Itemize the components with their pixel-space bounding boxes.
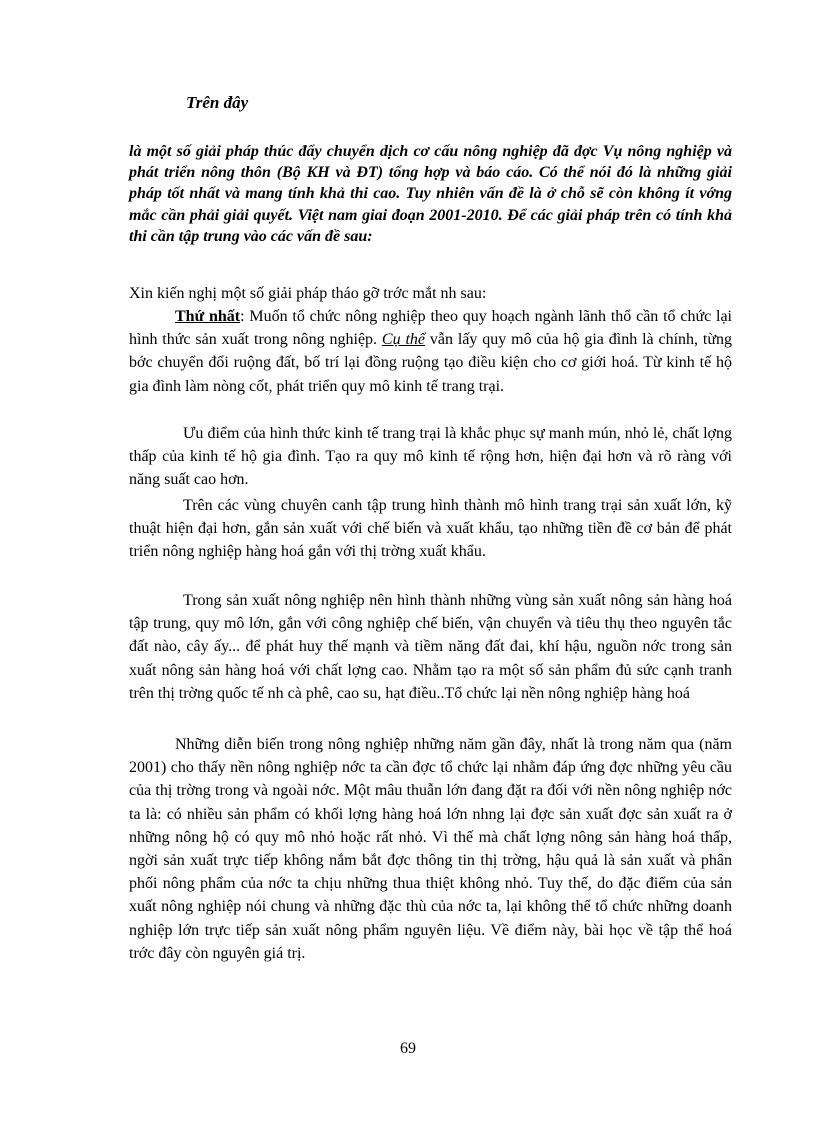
intro-paragraph: là một số giải pháp thúc đẩy chuyển dịch cơ cấu nông nghiệp đã đợc Vụ nông nghiệp và phát triển nông thôn (Bộ KH và ĐT) tổng hợp và báo cáo. Có thể nói đó là những giải pháp tốt nhất và mang tính khả thi cao. Tuy nhiên vấn đề là ở chỗ sẽ còn không ít vớng mắc cần phải giải quyết. Việt nam giai đoạn 2001-2010. Để các giải pháp trên có tính khả thi cần tập trung vào các vấn đề sau: [129,143,732,245]
section-heading: Trên đây [186,93,249,112]
first-emphasis: Cụ thể [381,331,426,349]
paragraph-first [129,305,732,398]
paragraph-specialized-zones: Trên các vùng chuyên canh tập trung hình thành mô hình trang trại sản xuất lớn, kỹ thuật hiện đại hơn, gắn sản xuất với chế biến và xuất khẩu, tạo những tiền đề cơ bản để phát triển nông nghiệp hàng hoá gắn với thị trờng xuất khẩu. [129,497,732,561]
lead-line: Xin kiến nghị một số giải pháp tháo gỡ trớc mắt nh sau: [129,285,487,302]
page-number: 69 [400,1040,416,1057]
first-text-a: : Muốn tổ chức nông nghiệp theo quy hoạch ngành lãnh thổ cần tổ chức lại hình thức sản xuất trong nông nghiệp. [129,308,733,349]
first-text-b: vẫn lấy quy mô của hộ gia đình là chính, từng bớc chuyển đổi ruộng đất, bố trí lại đồng ruộng tạo điều kiện cho cơ giới hoá. Từ kinh tế hộ gia đình làm nòng cốt, phát triển quy mô kinh tế trang trại. [129,331,733,395]
paragraph-advantages: Ưu điểm của hình thức kinh tế trang trại là khắc phục sự manh mún, nhỏ lẻ, chất lợng thấp của kinh tế hộ gia đình. Tạo ra quy mô kinh tế rộng hơn, hiện đại hơn và rõ ràng với năng suất cao hơn. [129,425,732,489]
paragraph-commodity-production: Trong sản xuất nông nghiệp nên hình thành những vùng sản xuất nông sản hàng hoá tập trung, quy mô lớn, gắn với công nghiệp chế biến, vận chuyển và tiêu thụ theo nguyên tắc đất nào, cây ấy... để phát huy thế mạnh và tiềm năng đất đai, khí hậu, nguồn nớc trong sản xuất nông sản hàng hoá với chất lợng cao. Nhằm tạo ra một số sản phẩm đủ sức cạnh tranh trên thị trờng quốc tế nh cà phê, cao su, hạt điều..Tổ chức lại nền nông nghiệp hàng hoá [129,592,732,702]
paragraph-recent-developments: Những diễn biến trong nông nghiệp những năm gần đây, nhất là trong năm qua (năm 2001) cho thấy nền nông nghiệp nớc ta cần đợc tổ chức lại nhằm đáp ứng đợc những yêu cầu của thị trờng trong và ngoài nớc. Một mâu thuẫn lớn đang đặt ra đối với nền nông nghiệp nớc ta là: có nhiều sản phẩm có khối lợng hàng hoá lớn nhng lại đợc sản xuất đợc sản xuất ra ở những nông hộ có quy mô nhỏ hoặc rất nhỏ. Vì thế mà chất lợng nông sản hàng hoá thấp, ngời sản xuất trực tiếp không nắm bắt đợc thông tin thị trờng, hậu quả là sản xuất và phân phối nông phẩm của nớc ta chịu những thua thiệt không nhỏ. Tuy thế, do đặc điểm của sản xuất nông nghiệp nói chung và những đặc thù của nớc ta, lại không thể tổ chức những doanh nghiệp lớn trực tiếp sản xuất nông phẩm nguyên liệu. Về điểm này, bài học về tập thể hoá trớc đây còn nguyên giá trị. [129,736,732,962]
first-label: Thứ nhất [175,308,241,325]
